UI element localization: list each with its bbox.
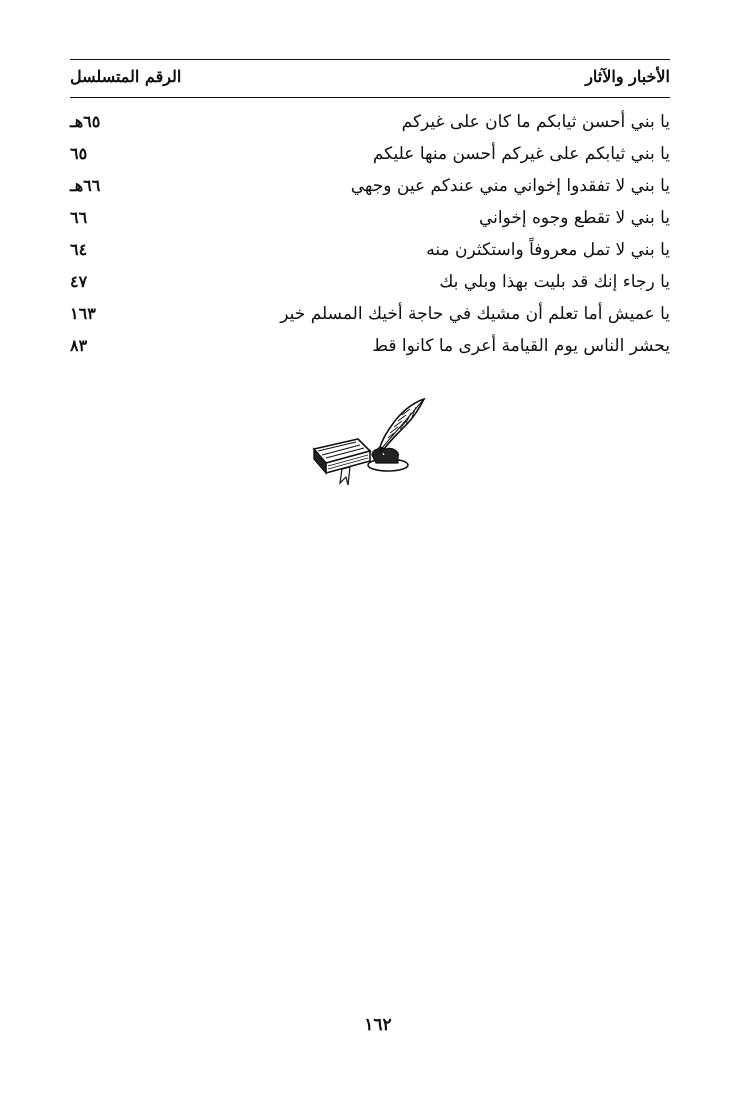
entry-title: يا عميش أما تعلم أن مشيك في حاجة أخيك المسلم خير (280, 304, 670, 324)
header-bottom-rule (70, 97, 670, 98)
entry-title: يا بني لا تفقدوا إخواني مني عندكم عين وجهي (350, 176, 670, 196)
entry-number: ٦٥هـ (70, 112, 101, 131)
entry-title: يا رجاء إنك قد بليت بهذا وبلي بك (439, 272, 670, 292)
index-list (70, 106, 670, 362)
list-item (70, 330, 670, 362)
entry-title: يحشر الناس يوم القيامة أعرى ما كانوا قط (372, 336, 670, 356)
list-item (70, 138, 670, 170)
entry-title: يا بني ثيابكم على غيركم أحسن منها عليكم (372, 144, 670, 164)
entry-title: يا بني لا تمل معروفاً واستكثرن منه (426, 240, 670, 260)
entry-number: ٤٧ (70, 272, 88, 291)
entry-number: ٦٦ (70, 208, 88, 227)
entry-number: ٨٣ (70, 336, 88, 355)
entry-number: ٦٤ (70, 240, 88, 259)
entry-number: ١٦٣ (70, 304, 96, 323)
list-item (70, 106, 670, 138)
book-and-quill-icon (312, 395, 432, 487)
entry-title: يا بني لا تقطع وجوه إخواني (478, 208, 670, 228)
entry-title: يا بني أحسن ثيابكم ما كان على غيركم (401, 112, 670, 132)
column-header-title: الأخبار والآثار (585, 67, 670, 86)
column-header-number: الرقم المتسلسل (70, 67, 182, 86)
entry-number: ٦٥ (70, 144, 88, 163)
list-item (70, 202, 670, 234)
header-top-rule (70, 59, 670, 60)
list-item (70, 298, 670, 330)
list-item (70, 170, 670, 202)
entry-number: ٦٦هـ (70, 176, 101, 195)
list-item (70, 266, 670, 298)
list-item (70, 234, 670, 266)
page-number: ١٦٢ (364, 1015, 392, 1035)
